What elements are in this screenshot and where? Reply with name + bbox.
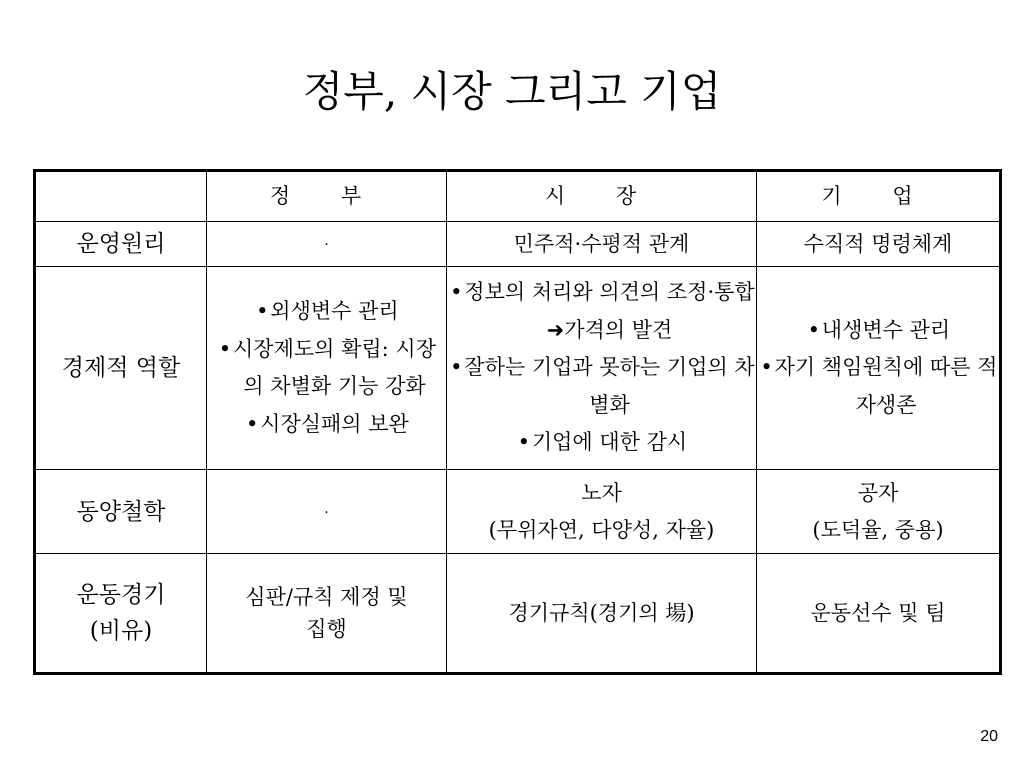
table-row (35, 554, 1001, 674)
cell-gov-eastern-philosophy: · (207, 470, 447, 554)
table-header-row (35, 171, 1001, 222)
cell-firm-sports-analogy: 운동선수 및 팀 (757, 554, 1001, 674)
row-label-operating-principle: 운영원리 (35, 222, 207, 267)
list-item: • 자기 책임원칙에 따른 적자생존 (757, 349, 999, 424)
bullet-list (757, 312, 999, 425)
header-firm: 기 업 (757, 171, 1001, 222)
row-label-economic-role: 경제적 역할 (35, 267, 207, 470)
philosophy-keywords: (도덕율, 중용) (812, 517, 944, 542)
header-market: 시 장 (447, 171, 757, 222)
header-government: 정 부 (207, 171, 447, 222)
cell-firm-operating-principle: 수직적 명령체계 (757, 222, 1001, 267)
cell-firm-eastern-philosophy (757, 470, 1001, 554)
cell-gov-economic-role (207, 267, 447, 470)
page-number: 20 (980, 728, 998, 745)
cell-market-operating-principle: 민주적·수평적 관계 (447, 222, 757, 267)
list-item: • 시장실패의 보완 (207, 406, 446, 444)
list-item: • 시장제도의 확립: 시장의 차별화 기능 강화 (207, 331, 446, 406)
row-label-eastern-philosophy: 동양철학 (35, 470, 207, 554)
philosopher-name: 공자 (857, 480, 899, 505)
list-item: • 기업에 대한 감시 (447, 424, 756, 462)
cell-market-economic-role (447, 267, 757, 470)
list-item: • 외생변수 관리 (207, 293, 446, 331)
philosopher-name: 노자 (581, 480, 622, 505)
table-row (35, 222, 1001, 267)
bullet-list (207, 293, 446, 443)
cell-market-eastern-philosophy (447, 470, 757, 554)
bullet-list (447, 274, 756, 462)
cell-gov-operating-principle: · (207, 222, 447, 267)
list-item: • 정보의 처리와 의견의 조정·통합➜가격의 발견 (447, 274, 756, 349)
cell-gov-sports-analogy: 심판/규칙 제정 및 집행 (207, 554, 447, 674)
philosophy-keywords: (무위자연, 다양성, 자율) (488, 517, 715, 542)
slide-title: 정부, 시장 그리고 기업 (302, 67, 722, 116)
table-row (35, 470, 1001, 554)
header-corner-cell (35, 171, 207, 222)
table-row (35, 267, 1001, 470)
comparison-table (33, 169, 1002, 675)
row-label-sports-analogy: 운동경기 (비유) (35, 554, 207, 674)
list-item: • 잘하는 기업과 못하는 기업의 차별화 (447, 349, 756, 424)
cell-market-sports-analogy: 경기규칙(경기의 場) (447, 554, 757, 674)
list-item: • 내생변수 관리 (757, 312, 999, 350)
cell-firm-economic-role (757, 267, 1001, 470)
